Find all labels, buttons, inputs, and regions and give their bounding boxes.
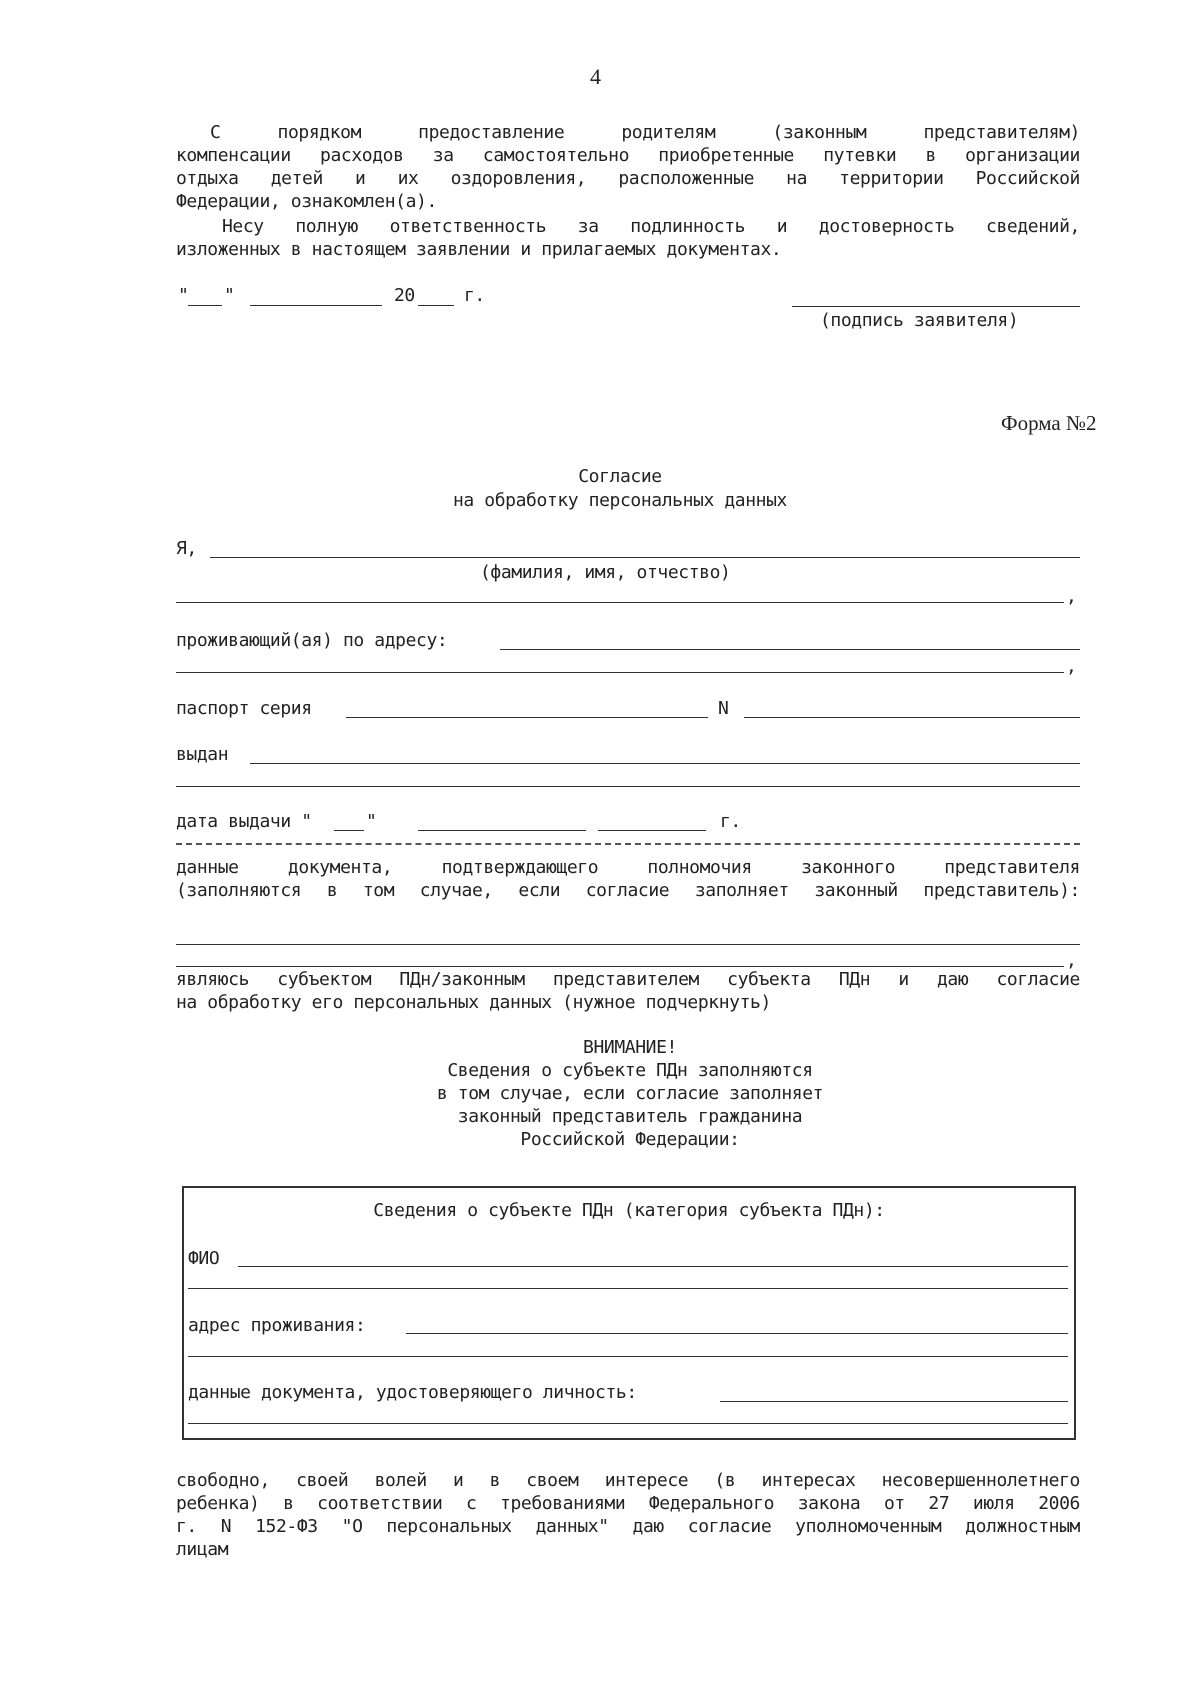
attention-line-4: законный представитель гражданина	[457, 1106, 803, 1127]
date-quote-close: "	[224, 285, 235, 306]
subject-doc-field[interactable]	[720, 1401, 1068, 1402]
subject-doc-label: данные документа, удостоверяющего личность:	[188, 1382, 637, 1403]
date-month-field[interactable]	[250, 305, 382, 306]
consent-subtitle: на обработку персональных данных	[453, 490, 787, 511]
fio-caption: (фамилия, имя, отчество)	[480, 562, 731, 583]
closing-line-3: г. N 152-ФЗ "О персональных данных" даю согласие уполномоченным должностным	[176, 1516, 1080, 1537]
closing-line-4: лицам	[176, 1539, 229, 1560]
subject-doc-field-continued[interactable]	[188, 1423, 1068, 1424]
subject-address-label: адрес проживания:	[188, 1315, 366, 1336]
subject-address-field-continued[interactable]	[188, 1356, 1068, 1357]
rep-doc-field[interactable]	[176, 944, 1080, 945]
address-label: проживающий(ая) по адресу:	[176, 630, 448, 651]
passport-number-field[interactable]	[744, 717, 1080, 718]
issue-month-field[interactable]	[418, 830, 586, 831]
form-label: Форма №2	[1001, 411, 1097, 435]
issue-date-quote-close: "	[366, 811, 377, 832]
subject-fio-field[interactable]	[238, 1266, 1068, 1267]
consent-title: Согласие	[578, 466, 662, 487]
date-quote-open: "	[178, 285, 189, 306]
intro-line-1: С порядком предоставление родителям (законным представителям)	[210, 122, 1080, 143]
closing-line-1: свободно, своей волей и в своем интересе (в интересах несовершеннолетнего	[176, 1470, 1080, 1491]
fio-field[interactable]	[210, 557, 1080, 558]
signature-field[interactable]	[792, 306, 1080, 307]
subject-statement-line-2: на обработку его персональных данных (нужное подчеркнуть)	[176, 992, 771, 1013]
subject-statement-line-1: являюсь субъектом ПДн/законным представителем субъекта ПДн и даю согласие	[176, 969, 1080, 990]
intro-line-2: компенсации расходов за самостоятельно приобретенные путевки в организации	[176, 145, 1080, 166]
intro-line-5: Несу полную ответственность за подлинность и достоверность сведений,	[222, 216, 1080, 237]
issue-day-field[interactable]	[334, 830, 364, 831]
attention-line-3: в том случае, если согласие заполняет	[436, 1083, 824, 1104]
issue-year-field[interactable]	[598, 830, 706, 831]
date-year-suffix: г.	[464, 285, 485, 306]
date-year-prefix: 20	[394, 285, 415, 306]
rep-doc-comma: ,	[1066, 950, 1077, 971]
signature-caption: (подпись заявителя)	[820, 310, 1019, 331]
subject-fio-field-continued[interactable]	[188, 1288, 1068, 1289]
rep-doc-line-1: данные документа, подтверждающего полномочия законного представителя	[176, 857, 1080, 878]
address-field[interactable]	[500, 649, 1080, 650]
fio-field-continued[interactable]	[176, 602, 1064, 603]
page-number: 4	[590, 64, 601, 89]
intro-line-4: Федерации, ознакомлен(а).	[176, 191, 437, 212]
date-year-field[interactable]	[418, 305, 454, 306]
issue-year-suffix: г.	[720, 811, 741, 832]
closing-line-2: ребенка) в соответствии с требованиями Федерального закона от 27 июля 2006	[176, 1493, 1080, 1514]
subject-address-field[interactable]	[406, 1333, 1068, 1334]
passport-series-field[interactable]	[346, 717, 708, 718]
issued-field[interactable]	[250, 763, 1080, 764]
issued-label: выдан	[176, 744, 229, 765]
rep-doc-line-2: (заполняются в том случае, если согласие заполняет законный представитель):	[176, 880, 1080, 901]
subject-box-title: Сведения о субъекте ПДн (категория субъекта ПДн):	[373, 1200, 885, 1221]
intro-line-3: отдыха детей и их оздоровления, расположенные на территории Российской	[176, 168, 1080, 189]
issue-date-label: дата выдачи "	[176, 811, 312, 832]
passport-series-label: паспорт серия	[176, 698, 312, 719]
section-divider	[176, 843, 1080, 845]
passport-number-label: N	[718, 698, 729, 719]
subject-fio-label: ФИО	[188, 1248, 220, 1269]
issued-field-continued[interactable]	[176, 786, 1080, 787]
date-day-field[interactable]	[188, 305, 222, 306]
fio-comma: ,	[1066, 586, 1077, 607]
attention-line-5: Российской Федерации:	[520, 1129, 740, 1150]
attention-heading: ВНИМАНИЕ!	[583, 1037, 677, 1058]
address-field-continued[interactable]	[176, 672, 1064, 673]
i-label: Я,	[176, 538, 197, 559]
rep-doc-field-continued[interactable]	[176, 966, 1064, 967]
intro-line-6: изложенных в настоящем заявлении и прилагаемых документах.	[176, 239, 782, 260]
attention-line-2: Сведения о субъекте ПДн заполняются	[447, 1060, 813, 1081]
address-comma: ,	[1066, 656, 1077, 677]
